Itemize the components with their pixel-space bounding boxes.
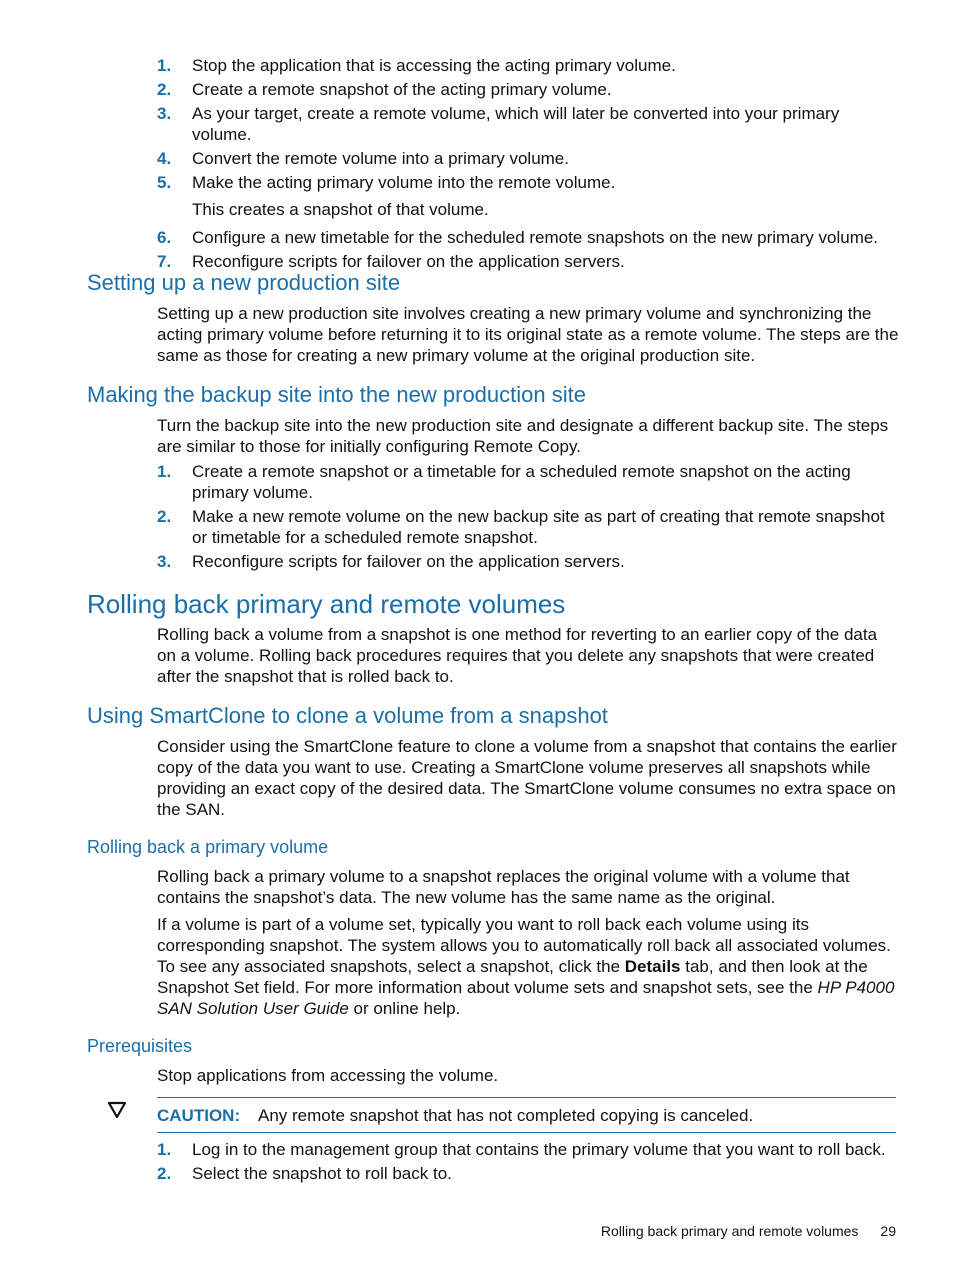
- heading-backup-site: Making the backup site into the new production site: [87, 382, 586, 407]
- steps-list-backup-site: [157, 461, 899, 575]
- steps-list-top: [157, 55, 899, 275]
- heading-new-production-site: Setting up a new production site: [87, 270, 401, 295]
- list-item: 7. Reconfigure scripts for failover on the application servers.: [157, 252, 625, 271]
- paragraph-primary-volume-2: If a volume is part of a volume set, typically you want to roll back each volume using its corresponding snapshot. The system allows you to automatically roll back all associated volumes. To see any associated snapshots, select a snapshot, click the Details tab, and then look at the Snapshot Set field. For more information about volume sets and snapshot sets, see the HP P4000 SAN Solution User Guide or online help.: [157, 915, 895, 1018]
- list-item: 1. Create a remote snapshot or a timetable for a scheduled remote snapshot on the acting primary volume.: [157, 462, 851, 502]
- caution-icon: [107, 1101, 127, 1119]
- heading-prerequisites: Prerequisites: [87, 1036, 193, 1056]
- list-item: 2. Create a remote snapshot of the acting primary volume.: [157, 80, 612, 99]
- list-item: 1. Stop the application that is accessing the acting primary volume.: [157, 56, 676, 75]
- caution-label: CAUTION:: [157, 1106, 241, 1125]
- list-item: 5. Make the acting primary volume into the remote volume. This creates a snapshot of that volume.: [157, 172, 899, 220]
- list-item: 4. Convert the remote volume into a primary volume.: [157, 149, 569, 168]
- paragraph-smartclone: Consider using the SmartClone feature to clone a volume from a snapshot that contains the earlier copy of the data you want to use. Creating a SmartClone volume preserves all snapshots while providing an exact copy of the desired data. The SmartClone volume consumes no extra space on the SAN.: [157, 737, 897, 819]
- page-footer: [601, 1222, 896, 1240]
- heading-rolling-back: Rolling back primary and remote volumes: [87, 589, 566, 619]
- details-tab-ref: Details: [624, 957, 681, 976]
- heading-primary-volume: Rolling back a primary volume: [87, 837, 329, 857]
- list-item: 1. Log in to the management group that contains the primary volume that you want to roll back.: [157, 1140, 886, 1159]
- caution-box: [157, 1097, 896, 1133]
- list-item: 6. Configure a new timetable for the scheduled remote snapshots on the new primary volume.: [157, 228, 879, 247]
- paragraph-prerequisites: Stop applications from accessing the volume.: [157, 1066, 499, 1085]
- page-number: 29: [880, 1223, 896, 1239]
- caution-text: Any remote snapshot that has not completed copying is canceled.: [258, 1106, 754, 1125]
- paragraph-new-production-site: Setting up a new production site involves creating a new primary volume and synchronizing the acting primary volume before returning it to its original state as a remote volume. The steps are the same as those for creating a new primary volume at the original production site.: [157, 304, 899, 365]
- list-item: 2. Make a new remote volume on the new backup site as part of creating that remote snapshot or timetable for a scheduled remote snapshot.: [157, 507, 885, 547]
- paragraph-rolling-back: Rolling back a volume from a snapshot is one method for reverting to an earlier copy of the data on a volume. Rolling back procedures requires that you delete any snapshots that were created after the snapshot that is rolled back to.: [157, 625, 878, 686]
- footer-title: Rolling back primary and remote volumes: [600, 1223, 859, 1239]
- list-item: 3. Reconfigure scripts for failover on the application servers.: [157, 552, 625, 571]
- heading-smartclone: Using SmartClone to clone a volume from a snapshot: [87, 703, 608, 728]
- list-item: 3. As your target, create a remote volume, which will later be converted into your primary volume.: [157, 104, 840, 144]
- paragraph-primary-volume-1: Rolling back a primary volume to a snapshot replaces the original volume with a volume that contains the snapshot’s data. The new volume has the same name as the original.: [157, 867, 850, 907]
- guide-title: HP P4000 SAN Solution User Guide: [157, 978, 895, 1018]
- steps-list-prerequisites: [157, 1139, 899, 1187]
- paragraph-backup-site: Turn the backup site into the new production site and designate a different backup site. The steps are similar to those for initially configuring Remote Copy.: [157, 416, 889, 456]
- list-item: 2. Select the snapshot to roll back to.: [157, 1164, 452, 1183]
- list-item-note: This creates a snapshot of that volume.: [192, 200, 489, 219]
